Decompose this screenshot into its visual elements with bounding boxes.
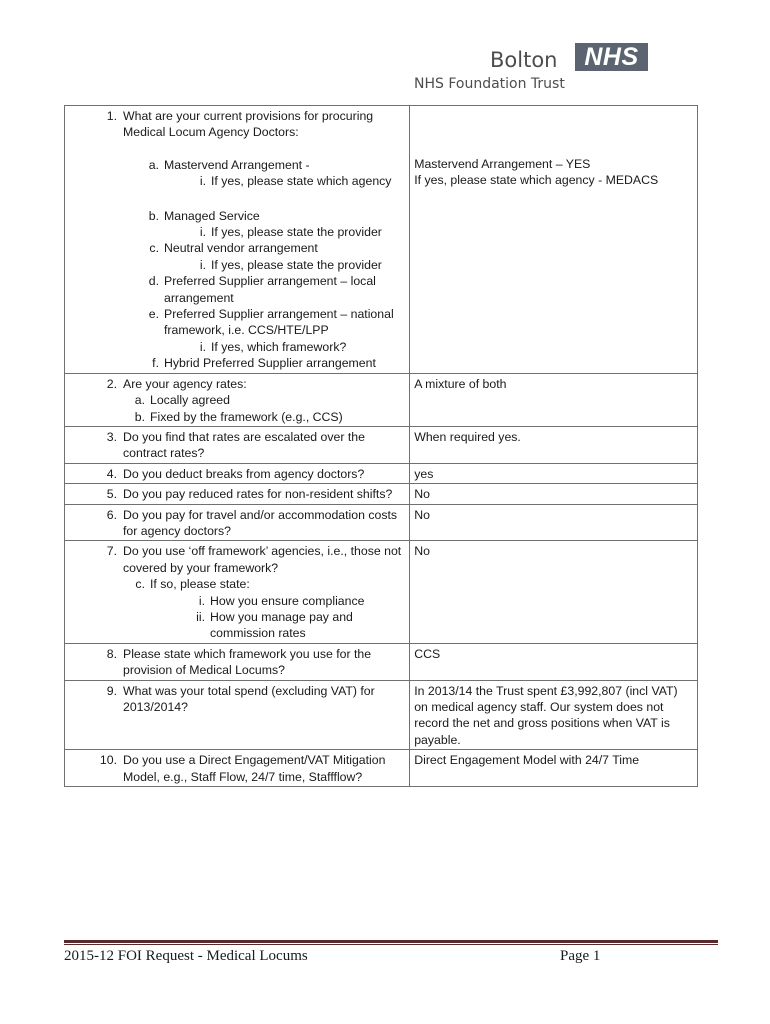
- sub-text: Preferred Supplier arrangement – national framework, i.e. CCS/HTE/LPP: [164, 307, 394, 338]
- answer-line: If yes, please state which agency - MEDACS: [414, 173, 659, 188]
- sub-text: How you manage pay and commission rates: [210, 609, 353, 641]
- sub-text: Preferred Supplier arrangement – local arrangement: [164, 274, 376, 305]
- sub-text: How you ensure compliance: [210, 593, 365, 608]
- nhs-logo-mark: NHS: [575, 43, 648, 71]
- footer-title: 2015-12 FOI Request - Medical Locums: [64, 948, 308, 964]
- question-cell: [65, 463, 410, 483]
- table-row: [65, 680, 698, 750]
- sub-text: If yes, which framework?: [211, 339, 347, 354]
- answer-cell: No: [410, 541, 698, 643]
- sub-label: d.: [148, 274, 159, 289]
- sub-label: i.: [199, 257, 206, 272]
- sub-label: i.: [199, 339, 206, 354]
- table-row: [65, 373, 698, 426]
- question-text: Are your agency rates:: [123, 376, 247, 391]
- page-number: Page 1: [560, 948, 601, 964]
- sub-label: a.: [134, 393, 145, 408]
- answer-cell: When required yes.: [410, 426, 698, 463]
- answer-cell: Direct Engagement Model with 24/7 Time: [410, 750, 698, 787]
- sub-text: Locally agreed: [150, 393, 230, 408]
- question-text: Do you find that rates are escalated over the contract rates?: [123, 429, 365, 461]
- sub-text: If yes, please state which agency: [211, 174, 392, 189]
- sub-text: Hybrid Preferred Supplier arrangement: [164, 356, 376, 371]
- question-cell: [65, 680, 410, 750]
- question-text: Do you deduct breaks from agency doctors?: [123, 466, 365, 481]
- sub-label: i.: [199, 174, 206, 189]
- question-number: 6.: [106, 507, 117, 522]
- answer-cell: CCS: [410, 643, 698, 680]
- question-number: 3.: [106, 429, 117, 444]
- table-row: [65, 484, 698, 504]
- question-cell: [65, 750, 410, 787]
- sub-text: Neutral vendor arrangement: [164, 241, 318, 256]
- answer-cell: [410, 106, 698, 374]
- question-cell: [65, 484, 410, 504]
- org-name: Bolton: [490, 48, 558, 72]
- sub-label: b.: [148, 208, 159, 223]
- sub-label: f.: [152, 356, 159, 371]
- footer-rule: [64, 940, 718, 943]
- sub-label: e.: [148, 307, 159, 322]
- footer-rule-thin: [64, 944, 718, 945]
- answer-cell: yes: [410, 463, 698, 483]
- table-row: [65, 750, 698, 787]
- table-row: [65, 504, 698, 541]
- answer-line: Mastervend Arrangement – YES: [414, 157, 591, 171]
- table-row: [65, 106, 698, 374]
- sub-text: If yes, please state the provider: [211, 257, 382, 272]
- question-number: 8.: [106, 646, 117, 661]
- answer-cell: A mixture of both: [410, 373, 698, 426]
- sub-label: c.: [149, 241, 159, 256]
- sub-label: c.: [135, 577, 145, 592]
- question-number: 10.: [99, 753, 117, 768]
- sub-label: b.: [134, 409, 145, 424]
- question-text: Do you use ‘off framework’ agencies, i.e., those not covered by your framework?: [123, 544, 402, 575]
- sub-label: a.: [148, 157, 159, 172]
- question-cell: [65, 541, 410, 643]
- question-number: 2.: [106, 376, 117, 391]
- trust-name: NHS Foundation Trust: [414, 76, 565, 92]
- sub-text: Mastervend Arrangement -: [164, 157, 310, 172]
- question-cell: [65, 643, 410, 680]
- answer-cell: In 2013/14 the Trust spent £3,992,807 (incl VAT) on medical agency staff. Our system does not record the net and gross positions when VAT is payable.: [410, 680, 698, 750]
- question-text: Do you use a Direct Engagement/VAT Mitigation Model, e.g., Staff Flow, 24/7 time, Staffflow?: [123, 753, 386, 784]
- question-cell: [65, 504, 410, 541]
- sub-text: Fixed by the framework (e.g., CCS): [150, 409, 343, 424]
- answer-cell: No: [410, 484, 698, 504]
- foi-questions-table: [64, 105, 698, 787]
- sub-text: If yes, please state the provider: [211, 225, 382, 240]
- question-cell: [65, 426, 410, 463]
- question-text: Do you pay reduced rates for non-resident shifts?: [123, 487, 393, 502]
- table-row: [65, 541, 698, 643]
- table-row: [65, 426, 698, 463]
- question-text: Do you pay for travel and/or accommodation costs for agency doctors?: [123, 507, 398, 538]
- sub-label: i.: [198, 593, 205, 608]
- question-text: What was your total spend (excluding VAT) for 2013/2014?: [123, 683, 375, 714]
- sub-text: Managed Service: [164, 208, 260, 223]
- question-number: 9.: [106, 683, 117, 698]
- table-row: [65, 463, 698, 483]
- sub-label: i.: [199, 225, 206, 240]
- question-number: 5.: [106, 487, 117, 502]
- answer-cell: No: [410, 504, 698, 541]
- table-row: [65, 643, 698, 680]
- question-cell: [65, 373, 410, 426]
- sub-text: If so, please state:: [150, 577, 250, 592]
- question-number: 7.: [106, 544, 117, 559]
- question-text: Please state which framework you use for the provision of Medical Locums?: [123, 646, 372, 678]
- question-number: 4.: [106, 466, 117, 481]
- question-cell: [65, 106, 410, 374]
- nhs-trust-logo: [410, 40, 650, 92]
- sub-label: ii.: [196, 609, 205, 624]
- question-number: 1.: [106, 109, 117, 123]
- question-text: What are your current provisions for procuring Medical Locum Agency Doctors:: [123, 109, 374, 140]
